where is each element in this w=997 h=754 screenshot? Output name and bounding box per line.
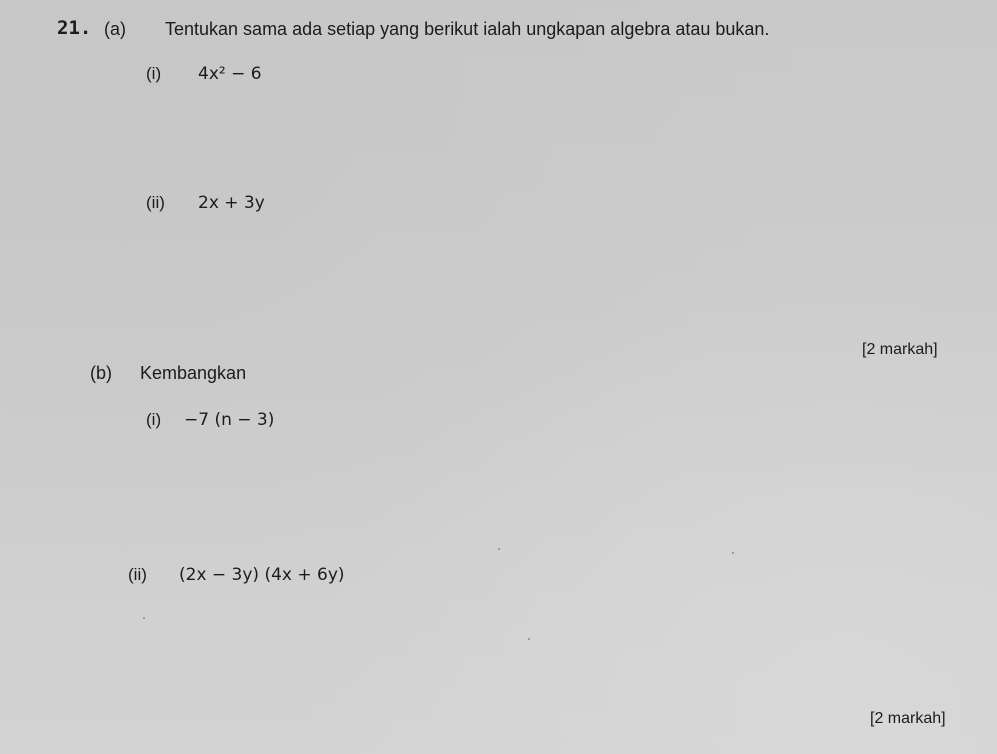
part-a-instruction: Tentukan sama ada setiap yang berikut ialah ungkapan algebra atau bukan. [165,19,770,39]
part-a-item-i-expression: 4x² − 6 [198,64,262,84]
part-b-marks: [2 markah] [870,710,946,727]
part-a-item-ii-expression: 2x + 3y [198,193,265,213]
question-number: 21. [57,17,92,39]
paper-speck [732,552,734,554]
part-b-instruction: Kembangkan [140,363,247,383]
part-b-label: (b) [90,363,112,383]
paper-speck [143,617,145,619]
part-a-item-ii-label: (ii) [146,193,165,212]
part-a-label: (a) [104,19,126,39]
part-b-item-ii-expression: (2x − 3y) (4x + 6y) [179,565,345,585]
part-a-item-i-label: (i) [146,64,162,83]
paper-speck [528,638,530,640]
part-b-item-i-label: (i) [146,410,162,429]
part-b-item-ii-label: (ii) [128,565,147,584]
paper-speck [498,548,500,550]
part-b-item-i-expression: −7 (n − 3) [184,410,275,430]
part-a-marks: [2 markah] [862,341,938,358]
